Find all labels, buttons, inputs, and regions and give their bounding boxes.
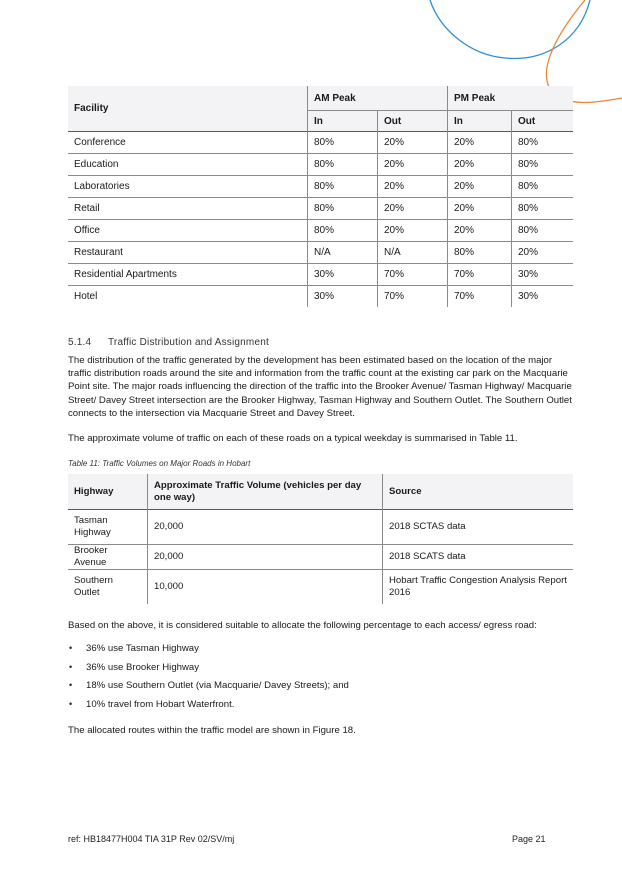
cell-pm-out: 20% <box>512 242 574 264</box>
list-item-text: 36% use Brooker Highway <box>86 661 200 673</box>
cell-facility: Restaurant <box>68 242 308 264</box>
list-item <box>68 699 349 718</box>
cell-pm-in: 20% <box>448 220 512 242</box>
paragraph-allocation: Based on the above, it is considered suitable to allocate the following percentage to each access/ egress road: <box>68 620 537 631</box>
cell-am-in: 80% <box>308 220 378 242</box>
header-am-in: In <box>308 111 378 132</box>
bullet-icon: • <box>69 661 73 672</box>
table-row <box>68 286 573 308</box>
list-item-text: 36% use Tasman Highway <box>86 643 199 654</box>
cell-pm-in: 80% <box>448 242 512 264</box>
cell-am-in: N/A <box>308 242 378 264</box>
table-row <box>68 198 573 220</box>
cell-pm-out: 80% <box>512 176 574 198</box>
cell-highway: Brooker Avenue <box>68 545 148 570</box>
cell-am-in: 30% <box>308 264 378 286</box>
header-pm-out: Out <box>512 111 574 132</box>
cell-facility: Hotel <box>68 286 308 308</box>
cell-pm-out: 30% <box>512 264 574 286</box>
cell-pm-out: 80% <box>512 154 574 176</box>
paragraph-distribution: The distribution of the traffic generated by the development has been estimated based on the location of the major traffic distribution roads around the site and information from the traffic count at the existing car park on the Macquarie Point site. The major roads influencing the direction of the traffic into the Brooker Avenue/ Tasman Highway/ Macquarie Street/ Davey Street intersection are the Brooker Highway, Tasman Highway and Southern Outlet. The Southern Outlet connects to the intersection via Macquarie Street and Davey Street. <box>68 355 572 419</box>
table-caption: Table 11: Traffic Volumes on Major Roads in Hobart <box>68 459 251 468</box>
table-row <box>68 510 573 545</box>
table-row <box>68 154 573 176</box>
section-title: Traffic Distribution and Assignment <box>108 337 269 348</box>
list-item <box>68 643 349 662</box>
table-row <box>68 176 573 198</box>
cell-pm-in: 20% <box>448 154 512 176</box>
cell-pm-out: 80% <box>512 220 574 242</box>
cell-pm-in: 20% <box>448 132 512 154</box>
list-item-text: 18% use Southern Outlet (via Macquarie/ Davey Streets); and <box>86 680 349 691</box>
header-am-out: Out <box>378 111 448 132</box>
header-highway: Highway <box>68 474 148 510</box>
cell-facility: Laboratories <box>68 176 308 198</box>
table-row <box>68 570 573 605</box>
cell-volume: 20,000 <box>148 545 383 570</box>
cell-highway: Southern Outlet <box>68 570 148 605</box>
blue-arc <box>430 0 590 58</box>
section-number: 5.1.4 <box>68 337 92 348</box>
cell-facility: Conference <box>68 132 308 154</box>
table-row <box>68 220 573 242</box>
bullet-icon: • <box>69 643 73 653</box>
table-row <box>68 132 573 154</box>
cell-am-out: N/A <box>378 242 448 264</box>
cell-am-in: 80% <box>308 198 378 220</box>
header-am-peak: AM Peak <box>308 86 448 111</box>
cell-volume: 20,000 <box>148 510 383 545</box>
cell-am-in: 80% <box>308 132 378 154</box>
cell-source: Hobart Traffic Congestion Analysis Report 2016 <box>383 570 574 605</box>
header-facility: Facility <box>68 86 308 132</box>
table-row <box>68 545 573 570</box>
cell-am-out: 20% <box>378 220 448 242</box>
header-source: Source <box>383 474 574 510</box>
cell-am-out: 70% <box>378 264 448 286</box>
header-volume: Approximate Traffic Volume (vehicles per day one way) <box>148 474 383 510</box>
cell-am-in: 80% <box>308 176 378 198</box>
list-item <box>68 662 349 681</box>
header-pm-in: In <box>448 111 512 132</box>
cell-am-out: 20% <box>378 154 448 176</box>
cell-pm-in: 20% <box>448 198 512 220</box>
traffic-volume-table <box>68 474 573 604</box>
section-heading <box>68 337 269 348</box>
table-row <box>68 242 573 264</box>
page-number: Page 21 <box>512 834 546 844</box>
footer-reference: ref: HB18477H004 TIA 31P Rev 02/SV/mj <box>68 834 235 844</box>
cell-pm-in: 70% <box>448 264 512 286</box>
cell-source: 2018 SCTAS data <box>383 510 574 545</box>
cell-am-out: 20% <box>378 198 448 220</box>
cell-pm-in: 20% <box>448 176 512 198</box>
cell-am-out: 20% <box>378 176 448 198</box>
cell-source: 2018 SCATS data <box>383 545 574 570</box>
table-row <box>68 264 573 286</box>
cell-am-in: 30% <box>308 286 378 308</box>
cell-facility: Office <box>68 220 308 242</box>
bullet-icon: • <box>69 698 73 709</box>
header-pm-peak: PM Peak <box>448 86 574 111</box>
cell-pm-out: 80% <box>512 132 574 154</box>
cell-pm-in: 70% <box>448 286 512 308</box>
allocation-list <box>68 643 349 717</box>
cell-highway: Tasman Highway <box>68 510 148 545</box>
cell-am-in: 80% <box>308 154 378 176</box>
cell-am-out: 70% <box>378 286 448 308</box>
cell-facility: Education <box>68 154 308 176</box>
paragraph-figure-reference: The allocated routes within the traffic model are shown in Figure 18. <box>68 725 356 736</box>
cell-volume: 10,000 <box>148 570 383 605</box>
facility-distribution-table <box>68 86 573 307</box>
cell-facility: Retail <box>68 198 308 220</box>
cell-pm-out: 80% <box>512 198 574 220</box>
list-item-text: 10% travel from Hobart Waterfront. <box>86 698 235 710</box>
paragraph-volume-summary: The approximate volume of traffic on each of these roads on a typical weekday is summarised in Table 11. <box>68 433 518 444</box>
cell-facility: Residential Apartments <box>68 264 308 286</box>
list-item <box>68 680 349 699</box>
cell-pm-out: 30% <box>512 286 574 308</box>
cell-am-out: 20% <box>378 132 448 154</box>
bullet-icon: • <box>69 680 73 690</box>
